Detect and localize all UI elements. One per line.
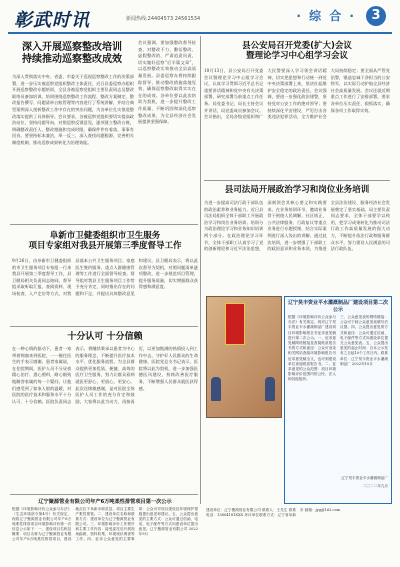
article1-title-line2: 持续推动巡察整改成效	[22, 53, 122, 65]
divider-4	[204, 180, 390, 181]
article5-body: 为进一步提高司法行政干部队伍的政治素养和业务能力，近日县司法局组织全体干部职工开展政治学习和岗位业务培训。培训分为政治理论学习和业务知识培训两个部分。在政治理论学习环节，全体干部职工认真学习了党的创新理论和习近平法治思想，深刻领会其核心要义和实践要求。在业务培训环节，邀请业务骨干围绕人民调解、社区矫正、公共法律服务、行政复议等重点业务进行专题授课，结合实际案例进行深入浅出的讲解。通过此次培训，进一步增强了干部职工的政治意识和业务本领，为推进全县法治建设、服务经济社会发展奠定了坚实基础。局主要负责同志要求，全体干部要学以致用，把学习成果转化为推动司法行政工作高质量发展的强大动力，不断提升依法行政和服务群众水平，努力建设人民满意的司法行政队伍。	[204, 200, 390, 252]
article2-headline	[12, 232, 198, 252]
article2-title-line1: 阜新市卫健委组织市卫生服务	[49, 231, 161, 241]
notice1-title: 辽宁聚源管业有限公司年产6万吨柔性排管项目第一次公示	[38, 499, 172, 505]
silk-banner	[225, 303, 245, 345]
article3-headline: 十分认可 十分信赖	[67, 332, 143, 342]
article5-headline: 县司法局开展政治学习和岗位业务培训	[224, 185, 370, 195]
article4-body: 10月13日，县公安局召开党委会议暨理论学习中心组学习会议，认真学习贯彻习近平总书记重要讲话精神和党中央有关决策部署，研究部署当前重点工作任务。局党委书记、局长主持会议并讲话，局党委成员参加会议。会议指出，全局各级党组织和广大民警要深入学习领会讲话精神，切实把思想和行动统一到党中央决策部署上来，坚决扛起维护安全稳定的政治责任。会议强调，要进一步强化政治建警，坚持党对公安工作的绝对领导；要持续深化平安建设，严厉打击各类违法犯罪活动，全力维护社会大局持续稳定；要全面从严管党治警，锻造忠诚干净担当的公安铁军，以实际行动护航全县经济社会高质量发展。会议还就近期重点工作进行了安排部署，要求各单位压实责任、狠抓落实，确保各项工作取得实效。	[204, 68, 390, 120]
news-photo	[206, 296, 282, 418]
article3-body: 在一种心情的驱动下，患者一家带着锦旗来到医院，一一握住医生的手表示感谢。患者家属说，在住院期间，医护人员不分昼夜精心治疗、悉心照料，耐心细致地解答家属的每一个疑问，让他们感受到了如家人般的温暖，对医院的医疗技术和服务水平十分认可、十分信赖。医院负责同志表示，将继续秉承以患者为中心的服务理念，不断提升医疗技术水平，优化服务流程，为全县群众提供更加优质、便捷、高效的医疗卫生服务，努力让群众看病就医更舒心、更放心、更安心。此次送锦旗感谢，是对医院全体医护人员工作的充分肯定和鼓励，大家将以此为动力，再接再厉，以更加饱满的热情投入到工作中去，守护好人民群众的生命健康。医院党总支书记表示，医院将以此为契机，进一步加强医德医风建设，持续改善医疗服务，不断增强人民群众就医获得感。	[12, 346, 198, 404]
article4-headline	[204, 42, 390, 62]
article1-headline	[12, 42, 132, 65]
notice2-date: 二〇二二年九月	[362, 484, 388, 488]
article2-body: 9月26日，由阜新市卫健委组织的市卫生服务项目专家组一行来我县开展第三季度督导工作，县卫健局相关负责同志陪同。督导组采取听取汇报、查阅资料、现场检查、入户走访等方式，对我县基本公共卫生服务项目、家庭医生签约服务、重点人群健康管理等工作进行全面督导检查。督导组对我县卫生服务项目工作给予充分肯定，同时指出存在的问题和不足，并提出具体整改意见和建议。县卫健局表示，将以此次督导为契机，对照问题清单逐项整改，进一步规范项目管理，提升服务质量，切实增强群众获得感和满意度。	[12, 258, 198, 296]
divider-3	[10, 494, 198, 495]
notice2-body-right: 三、公众意见表的网络链接：公众可下载公众意见表填写后反馈。四、公众提出意见的方式和途径：公众可通过信函、电子邮件等方式向建设单位提交公众意见表。五、公众提出意见的起止时间：自本公示发布之日起10个工作日内。联系单位：辽宁昊丰资业平水灌溉制品厂 2022年10月	[340, 315, 388, 366]
person-left	[211, 377, 221, 401]
masthead	[8, 4, 392, 34]
page-number-badge: 3	[366, 6, 386, 26]
notice2-signature: 辽宁昊丰资业平水灌溉制品厂	[341, 476, 388, 480]
article4-title-line2: 暨理论学习中心组学习会议	[245, 50, 348, 61]
article1-title-line1: 深入开展巡察整改培训	[22, 42, 122, 53]
column-divider	[200, 36, 201, 504]
newspaper-logo: 彰武时讯	[14, 10, 90, 31]
divider-1	[10, 224, 198, 225]
article1-body-a: 为深入贯彻落实中央、省委、市委关于巡视巡察整改工作的决策部署，进一步压实被巡察党组织整改主体责任，近日县委巡察办组织开展巡察整改专题培训，全县各被巡察党组织主要负责同志及整改联络员参加培训。培训围绕巡察整改工作流程、整改方案制定、整改报告撰写、问题清单台账管理等内容进行了系统讲解，并结合典型案例深入剖析整改工作中存在的突出问题，为各单位扎实推进整改落实提供了具体指导。会议要求，各被巡察党组织要切实提高政治站位，坚持问题导向，对照巡察反馈意见，逐项建立整改台账，明确整改责任人、整改措施和完成时限，确保件件有着落、事事有回音。要坚持标本兼治，举一反三，深入查找问题根源，完善相关制度机制，推动巡察成果转化为治理效能。	[12, 74, 134, 145]
article1-body-b: 会议强调，要加强整改督导检查，对整改不力、敷衍整改、虚假整改的，严肃追责问责，切实做好巡察“后半篇文章”，以巡察整改实效推动全县高质量发展。县委巡察办将持续跟踪督导，推动整改措施落地见效，确保巡察整改取得实实在在的成效。各单位要以此次培训为契机，进一步提升整改工作质量，不断巩固和深化巡察整改成果，为全县经济社会发展提供坚强保障。	[138, 40, 196, 125]
article2-title-line2: 项目专家组对我县开展第三季度督导工作	[28, 240, 182, 251]
section-title: · 综 合 ·	[296, 9, 356, 23]
notice2-body-left: 根据《环境影响评价公众参与办法》有关规定，现对辽宁昊丰资业平水灌溉制品厂建设项目环境影响报告书征求意见稿进行第二次公示。一、征求意见稿网络链接及查阅纸质报告书的方式和途径：公众可登录相关网站查阅环境影响报告书征求意见稿全文，也可到建设单位查阅纸质报告书。二、征求意见的公众范围：项目环境影响评价范围内的公民、法人和其他组织。	[288, 315, 336, 382]
notice2-title: 辽宁昊丰资业平水灌溉制品厂建设项目第二次公示	[287, 300, 388, 313]
hotline-info: 新闻热线:24404573 24561534	[126, 16, 201, 22]
article4-title-line1: 县公安局召开党委(扩大)会议	[242, 41, 352, 51]
notice1-body: 根据《环境影响评价公众参与办法》（生态环境部令第4号）有关规定，现将辽宁聚源管业有限公司年产6万吨柔性排管项目环境影响评价第一次信息公示如下：一、建设项目名称及概要：项目名称为辽宁聚源管业有限公司年产6万吨柔性排管项目，建设地点位于阜新市彰武县，项目主要生产柔性排管。二、建设单位名称和联系方式：建设单位为辽宁聚源管业有限公司。三、环境影响评价工作程序和主要工作内容：接受委托后开展现场踏勘、资料收集、环境现状调查等工作。四、征求公众意见的主要事项：公众可对项目建设及环境保护措施提出意见和建议。五、公众提出意见的主要方式：公众可通过信函、电话、电子邮件等方式向建设单位提出意见。辽宁聚源管业有限公司 2022年9月	[12, 507, 198, 541]
divider-2	[10, 326, 198, 327]
notice2-box	[284, 296, 392, 504]
notice1-contact: 建设单位：辽宁聚源管业有限公司 联系人：王先生 联系电话：13804181XXX 环评单位联系方式：辽宁省阜新市 邮箱：jyg@163.com	[206, 508, 341, 517]
person-right	[265, 377, 275, 401]
